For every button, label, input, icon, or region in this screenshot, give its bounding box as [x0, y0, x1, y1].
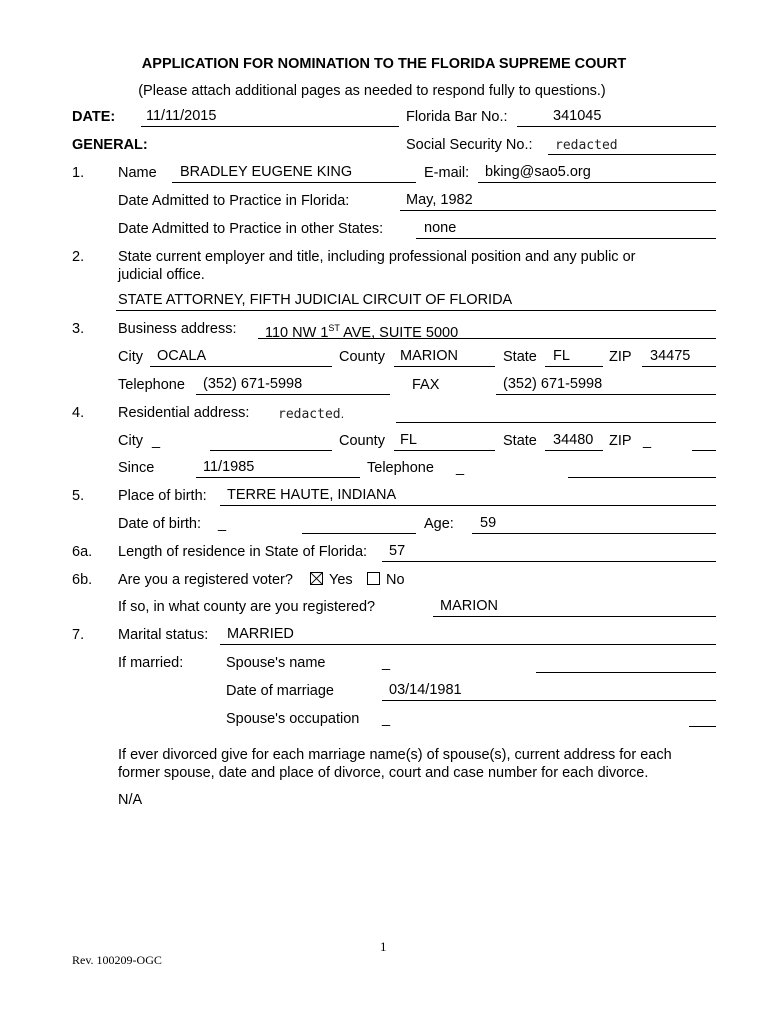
residential-address-label: Residential address: — [118, 405, 250, 421]
q2-text-line1: State current employer and title, including professional position and any public or — [118, 249, 636, 265]
marital-status-value: MARRIED — [227, 626, 294, 642]
residential-state-label: State — [503, 433, 537, 449]
since-value: 11/1985 — [203, 459, 255, 475]
name-value: BRADLEY EUGENE KING — [180, 164, 353, 180]
birthplace-value: TERRE HAUTE, INDIANA — [227, 487, 397, 503]
voter-county-value: MARION — [440, 598, 498, 614]
age-value: 59 — [480, 515, 497, 531]
business-phone-label: Telephone — [118, 377, 185, 393]
q1-number: 1. — [72, 165, 85, 181]
business-state-value: FL — [553, 348, 570, 364]
registered-voter-label: Are you a registered voter? — [118, 572, 293, 588]
spouse-name-label: Spouse's name — [226, 655, 326, 671]
email-label: E-mail: — [424, 165, 470, 181]
admitted-other-value: none — [424, 220, 457, 236]
residence-length-line — [382, 561, 716, 562]
voter-county-label: If so, in what county are you registered? — [118, 599, 376, 615]
q5-number: 5. — [72, 488, 85, 504]
spouse-occupation-line — [689, 726, 716, 727]
business-phone-line — [196, 394, 390, 395]
residence-length-value: 57 — [389, 543, 406, 559]
form-title: APPLICATION FOR NOMINATION TO THE FLORIDA SUPREME COURT — [141, 56, 627, 72]
business-city-label: City — [118, 349, 143, 365]
business-zip-label: ZIP — [609, 349, 632, 365]
spouse-occupation-label: Spouse's occupation — [226, 711, 360, 727]
voter-no-checkbox[interactable] — [367, 572, 380, 585]
general-heading: GENERAL: — [72, 137, 148, 153]
revision-label: Rev. 100209-OGC — [72, 953, 162, 967]
business-phone-value: (352) 671-5998 — [203, 376, 303, 392]
business-zip-line — [642, 366, 716, 367]
dob-line — [302, 533, 416, 534]
voter-county-line — [433, 616, 716, 617]
spouse-occupation-mark: _ — [382, 711, 391, 727]
business-fax-label: FAX — [412, 377, 440, 393]
voter-yes-label: Yes — [329, 572, 353, 588]
marriage-date-line — [382, 700, 716, 701]
residential-county-line — [394, 450, 495, 451]
marriage-date-value: 03/14/1981 — [389, 682, 462, 698]
name-line — [172, 182, 416, 183]
employer-value: STATE ATTORNEY, FIFTH JUDICIAL CIRCUIT OF FLORIDA — [118, 292, 513, 308]
name-label: Name — [118, 165, 157, 181]
business-county-value: MARION — [400, 348, 458, 364]
email-value: bking@sao5.org — [485, 164, 591, 180]
residential-county-label: County — [339, 433, 385, 449]
admitted-florida-line — [400, 210, 716, 211]
ssn-label: Social Security No.: — [406, 137, 533, 153]
business-city-value: OCALA — [157, 348, 207, 364]
business-zip-value: 34475 — [650, 348, 691, 364]
marital-status-label: Marital status: — [118, 627, 209, 643]
admitted-other-line — [416, 238, 716, 239]
ssn-line — [548, 154, 716, 155]
form-subtitle: (Please attach additional pages as needed to respond fully to questions.) — [138, 83, 606, 99]
residential-state-value: 34480 — [553, 432, 594, 448]
since-line — [196, 477, 360, 478]
date-label: DATE: — [72, 109, 116, 125]
business-city-line — [150, 366, 332, 367]
spouse-name-line — [536, 672, 716, 673]
ssn-value: redacted — [555, 138, 618, 153]
business-address-label: Business address: — [118, 321, 237, 337]
marital-status-line — [220, 644, 716, 645]
business-fax-line — [496, 394, 716, 395]
admitted-florida-label: Date Admitted to Practice in Florida: — [118, 193, 350, 209]
residential-zip-line — [692, 450, 716, 451]
spouse-name-mark: _ — [382, 655, 391, 671]
if-married-label: If married: — [118, 655, 184, 671]
bar-no-line — [517, 126, 716, 127]
residential-city-label: City — [118, 433, 143, 449]
residential-phone-line — [568, 477, 716, 478]
business-address-value: 110 NW 1ST AVE, SUITE 5000 — [265, 323, 459, 341]
business-county-label: County — [339, 349, 385, 365]
q2-text-line2: judicial office. — [118, 267, 205, 283]
admitted-other-label: Date Admitted to Practice in other States: — [118, 221, 384, 237]
bar-no-value: 341045 — [553, 108, 602, 124]
residential-phone-label: Telephone — [367, 460, 434, 476]
business-state-label: State — [503, 349, 537, 365]
residential-address-line — [396, 422, 716, 423]
residential-state-line — [545, 450, 603, 451]
voter-yes-checkbox[interactable] — [310, 572, 323, 585]
q7-number: 7. — [72, 627, 85, 643]
since-label: Since — [118, 460, 155, 476]
divorce-text-line2: former spouse, date and place of divorce, court and case number for each divorce. — [118, 765, 649, 781]
residential-county-value: FL — [400, 432, 417, 448]
age-line — [472, 533, 716, 534]
business-county-line — [394, 366, 495, 367]
bar-no-label: Florida Bar No.: — [406, 109, 508, 125]
email-line — [478, 182, 716, 183]
divorce-text-line1: If ever divorced give for each marriage name(s) of spouse(s), current address for each — [118, 747, 672, 763]
residential-address-value: redacted. — [278, 406, 345, 422]
business-fax-value: (352) 671-5998 — [503, 376, 603, 392]
business-state-line — [545, 366, 603, 367]
employer-line — [116, 310, 716, 311]
date-line — [141, 126, 399, 127]
residential-city-line — [210, 450, 332, 451]
residential-zip-label: ZIP — [609, 433, 632, 449]
residence-length-label: Length of residence in State of Florida: — [118, 544, 368, 560]
date-value: 11/11/2015 — [146, 108, 217, 124]
business-address-line — [258, 338, 716, 339]
residential-phone-mark: _ — [456, 460, 465, 476]
q3-number: 3. — [72, 321, 85, 337]
birthplace-line — [220, 505, 716, 506]
q6b-number: 6b. — [72, 572, 93, 588]
marriage-date-label: Date of marriage — [226, 683, 334, 699]
page-number: 1 — [380, 939, 387, 954]
q6a-number: 6a. — [72, 544, 93, 560]
q2-number: 2. — [72, 249, 85, 265]
voter-no-label: No — [386, 572, 405, 588]
residential-city-mark: _ — [152, 433, 161, 449]
q4-number: 4. — [72, 405, 85, 421]
residential-zip-mark: _ — [643, 433, 652, 449]
divorce-value: N/A — [118, 792, 143, 808]
age-label: Age: — [424, 516, 454, 532]
dob-mark: _ — [218, 516, 227, 532]
admitted-florida-value: May, 1982 — [406, 192, 473, 208]
birthplace-label: Place of birth: — [118, 488, 207, 504]
dob-label: Date of birth: — [118, 516, 202, 532]
